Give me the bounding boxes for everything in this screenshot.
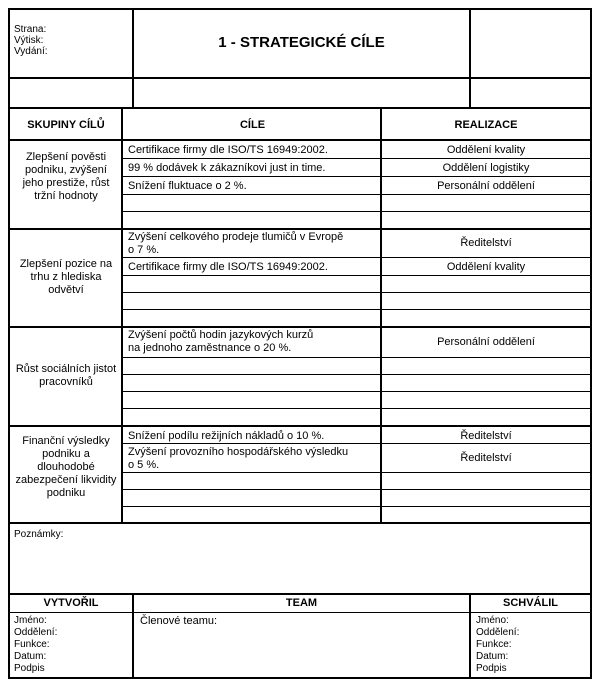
row-line bbox=[122, 506, 592, 507]
row-line bbox=[122, 211, 592, 212]
body-bottom-line bbox=[8, 522, 592, 524]
footer-top-line bbox=[8, 593, 592, 595]
created-by-fields: Jméno: Oddělení: Funkce: Datum: Podpis bbox=[14, 615, 58, 674]
realization-cell: Oddělení kvality bbox=[446, 261, 526, 273]
row-line bbox=[122, 443, 592, 444]
row-line bbox=[122, 176, 592, 177]
realization-cell: Oddělení kvality bbox=[446, 144, 526, 156]
row-line bbox=[122, 257, 592, 258]
group-separator-1 bbox=[8, 228, 592, 230]
group-separator-3 bbox=[8, 425, 592, 427]
header-divider-left bbox=[132, 8, 134, 108]
team-members-label: Členové teamu: bbox=[140, 615, 218, 627]
row-line bbox=[122, 357, 592, 358]
subheader-bottom-line bbox=[8, 107, 592, 109]
row-line bbox=[122, 391, 592, 392]
group-label: Zlepšení pověsti podniku, zvýšení jeho prestiže, růst tržní hodnoty bbox=[22, 151, 110, 202]
goal-cell: Certifikace firmy dle ISO/TS 16949:2002. bbox=[128, 144, 328, 156]
realization-cell: Personální oddělení bbox=[437, 336, 535, 348]
realization-cell: Ředitelství bbox=[460, 237, 512, 249]
created-by-title: VYTVOŘIL bbox=[43, 597, 99, 609]
row-line bbox=[122, 194, 592, 195]
goal-cell: 99 % dodávek k zákazníkovi just in time. bbox=[128, 162, 326, 174]
column-header-goals: CÍLE bbox=[239, 119, 266, 131]
realization-cell: Personální oddělení bbox=[437, 180, 535, 192]
group-separator-2 bbox=[8, 326, 592, 328]
goal-cell: Snížení fluktuace o 2 %. bbox=[128, 180, 247, 192]
team-title: TEAM bbox=[285, 597, 318, 609]
column-divider-1 bbox=[121, 109, 123, 524]
realization-cell: Ředitelství bbox=[460, 430, 512, 442]
realization-cell: Oddělení logistiky bbox=[442, 162, 530, 174]
row-line bbox=[122, 292, 592, 293]
row-line bbox=[122, 158, 592, 159]
row-line bbox=[122, 489, 592, 490]
column-header-bottom-line bbox=[8, 139, 592, 141]
goal-cell: Snížení podílu režijních nákladů o 10 %. bbox=[128, 430, 325, 442]
row-line bbox=[122, 275, 592, 276]
group-label: Finanční výsledky podniku a dlouhodobé zabezpečení likvidity podniku bbox=[15, 435, 117, 499]
header-divider-right bbox=[469, 8, 471, 108]
header-bottom-line bbox=[8, 77, 592, 79]
goal-cell: Certifikace firmy dle ISO/TS 16949:2002. bbox=[128, 261, 328, 273]
approved-by-fields: Jméno: Oddělení: Funkce: Datum: Podpis bbox=[476, 615, 520, 674]
group-label: Růst sociálních jistot pracovníků bbox=[15, 363, 117, 388]
footer-header-line bbox=[8, 612, 592, 613]
column-header-groups: SKUPINY CÍLŮ bbox=[27, 119, 105, 131]
column-header-realization: REALIZACE bbox=[454, 119, 518, 131]
notes-label: Poznámky: bbox=[14, 529, 64, 540]
row-line bbox=[122, 472, 592, 473]
row-line bbox=[122, 374, 592, 375]
goal-cell: Zvýšení provozního hospodářského výsledku o 5 %. bbox=[128, 446, 349, 471]
group-label: Zlepšení pozice na trhu z hlediska odvětví bbox=[19, 258, 113, 296]
goal-cell: Zvýšení celkového prodeje tlumičů v Evropě o 7 %. bbox=[128, 231, 344, 256]
row-line bbox=[122, 309, 592, 310]
row-line bbox=[122, 408, 592, 409]
realization-cell: Ředitelství bbox=[460, 452, 512, 464]
page-title: 1 - STRATEGICKÉ CÍLE bbox=[218, 34, 385, 51]
goal-cell: Zvýšení počtů hodin jazykových kurzů na jednoho zaměstnance o 20 %. bbox=[128, 329, 314, 354]
approved-by-title: SCHVÁLIL bbox=[503, 597, 558, 609]
page-meta-labels: Strana: Výtisk: Vydání: bbox=[14, 24, 48, 57]
